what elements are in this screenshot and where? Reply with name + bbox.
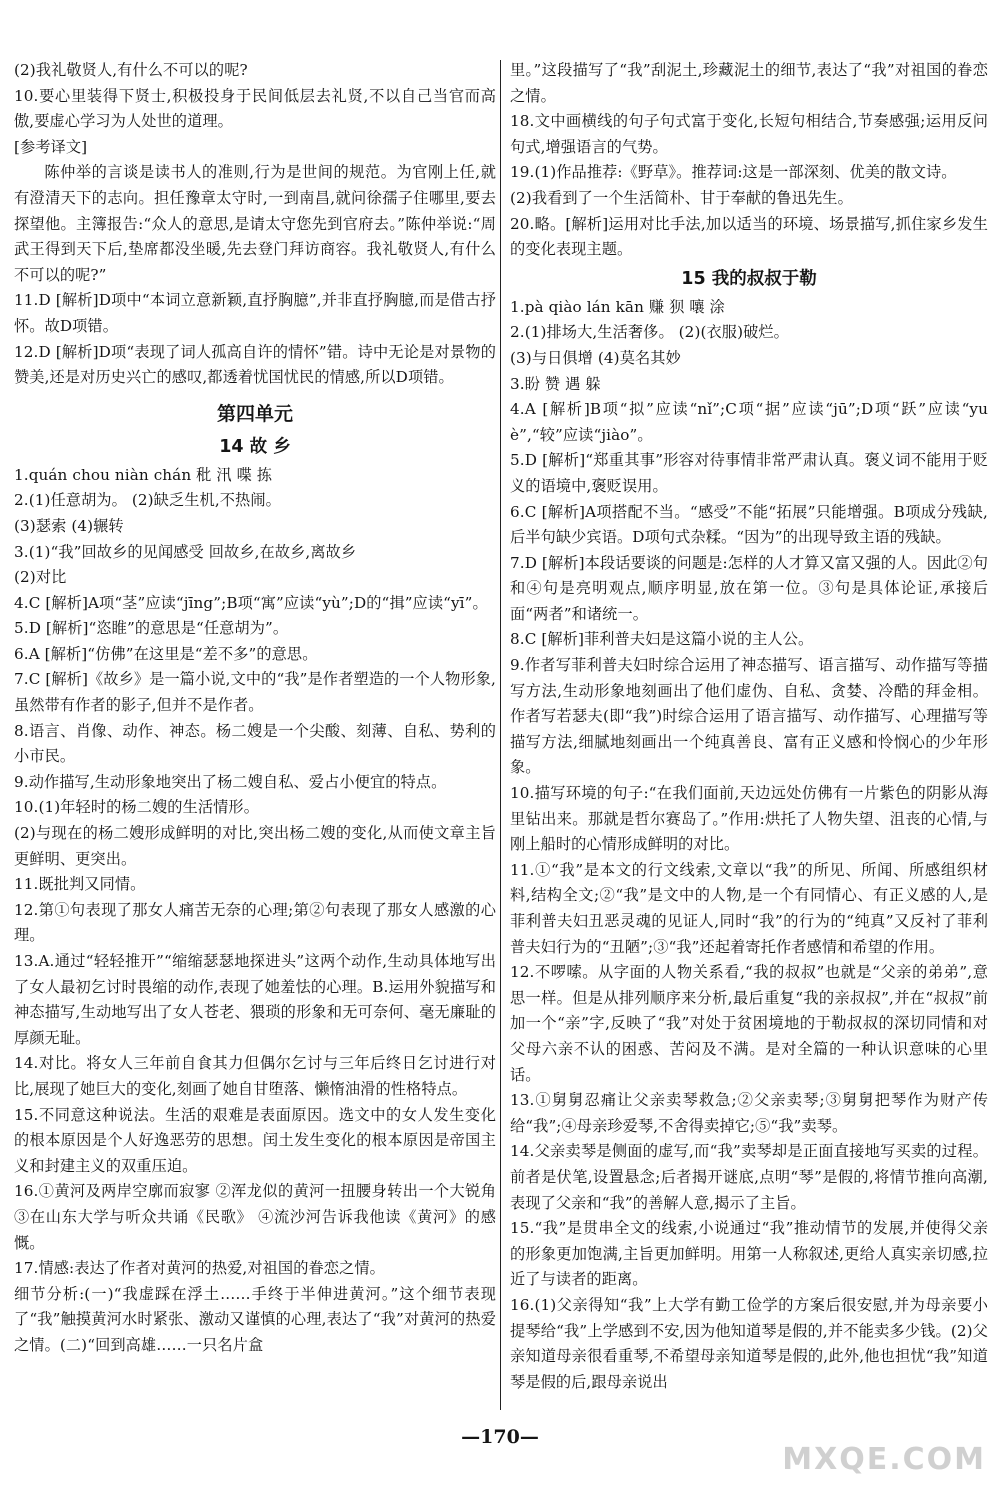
answer-paragraph: [参考译文] [14,137,88,156]
answer-paragraph: 10.(1)年轻时的杨二嫂的生活情形。 [14,798,260,817]
answer-paragraph: 14.父亲卖琴是侧面的虚写,而“我”卖琴却是正面直接地写买卖的过程。前者是伏笔,设置悬念;后者揭开谜底,点明“琴”是假的,将情节推向高潮,表现了父亲和“我”的善解人意,揭示了主旨。 [510,1142,988,1212]
answer-paragraph: 9.作者写菲利普夫妇时综合运用了神态描写、语言描写、动作描写等描写方法,生动形象地刻画出了他们虚伪、自私、贪婪、冷酷的拜金相。作者写若瑟夫(即“我”)时综合运用了语言描写、动作描写、心理描写等描写方法,细腻地刻画出一个纯真善良、富有正义感和怜悯心的少年形象。 [510,656,988,777]
answer-paragraph: 8.C [解析]菲利普夫妇是这篇小说的主人公。 [510,630,814,649]
answer-paragraph: 15.不同意这种说法。生活的艰难是表面原因。选文中的女人发生变化的根本原因是个人好逸恶劳的思想。闰土发生变化的根本原因是帝国主义和封建主义的双重压迫。 [14,1105,496,1175]
watermark-logo: MXQE.COM [782,1442,986,1477]
answer-paragraph: 细节分析:(一)“我虚踩在浮土……手终于半伸进黄河。”这个细节表现了“我”触摸黄河水时紧张、激动又谨慎的心理,表达了“我”对黄河的热爱之情。(二)“回到高雄……一只名片盒 [14,1284,496,1354]
answer-paragraph: 11.既批判又同情。 [14,875,146,894]
answer-paragraph: 12.不啰嗦。从字面的人物关系看,“我的叔叔”也就是“父亲的弟弟”,意思一样。但是从排列顺序来分析,最后重复“我的亲叔叔”,并在“叔叔”前加一个“亲”字,反映了“我”对处于贫困境地的于勒叔叔的深切同情和对父母六亲不认的困惑、苦闷及不满。是对全篇的一种认识意味的心里话。 [510,963,988,1084]
answer-paragraph: 6.A [解析]“仿佛”在这里是“差不多”的意思。 [14,644,318,663]
section-heading: 第四单元 [216,402,293,425]
answer-paragraph: 12.D [解析]D项“表现了词人孤高自许的情怀”错。诗中无论是对景物的赞美,还是对历史兴亡的感叹,都透着忧国忧民的情感,所以D项错。 [14,342,496,387]
answer-paragraph: 10.要心里装得下贤士,积极投身于民间低层去礼贤,不以自己当官而高傲,要虚心学习为人处世的道理。 [14,86,496,131]
answer-paragraph: 13.A.通过“轻轻推开”“缩缩瑟瑟地探进头”这两个动作,生动具体地写出了女人最初乞讨时畏缩的动作,表现了她羞怯的心理。B.运用外貌描写和神态描写,生动地写出了女人苍老、猥琐的形象和无可奈何、毫无廉耻的厚颜无耻。 [14,952,496,1047]
answer-paragraph: (3)与日俱增 (4)莫名其妙 [510,348,681,367]
answer-paragraph: 11.D [解析]D项中“本词立意新颖,直抒胸臆”,并非直抒胸臆,而是借古抒怀。故D项错。 [14,291,496,335]
answer-paragraph: 7.D [解析]本段话要谈的问题是:怎样的人才算又富又强的人。因此②句和④句是亮明观点,顺序明显,放在第一位。③句是具体论证,承接后面“两者”和诸统一。 [510,553,988,623]
section-heading: 14 故 乡 [219,436,291,457]
answer-paragraph: 5.D [解析]“郑重其事”形容对待事情非常严肃认真。褒义词不能用于贬义的语境中,褒贬误用。 [510,451,988,495]
answer-paragraph: 13.①舅舅忍痛让父亲卖琴救急;②父亲卖琴;③舅舅把琴作为财产传给“我”;④母亲珍爱琴,不舍得卖掉它;⑤“我”卖琴。 [510,1091,988,1135]
answer-paragraph: 7.C [解析]《故乡》是一篇小说,文中的“我”是作者塑造的一个人物形象,虽然带有作者的影子,但并不是作者。 [14,670,496,715]
answer-paragraph: 10.描写环境的句子:“在我们面前,天边远处仿佛有一片紫色的阴影从海里钻出来。那就是哲尔赛岛了。”作用:烘托了人物失望、沮丧的心情,与刚上船时的心情形成鲜明的对比。 [510,784,988,854]
right-column [510,58,988,1395]
answer-paragraph: 14.对比。将女人三年前自食其力但偶尔乞讨与三年后终日乞讨进行对比,展现了她巨大的变化,刻画了她自甘堕落、懒惰油滑的性格特点。 [14,1054,496,1098]
answer-paragraph: (2)我看到了一个生活简朴、甘于奉献的鲁迅先生。 [510,188,853,207]
answer-paragraph: 16.(1)父亲得知“我”上大学有勤工俭学的方案后很安慰,并为母亲要小提琴给“我”上学感到不安,因为他知道琴是假的,并不能卖多少钱。(2)父亲知道母亲很看重琴,不希望母亲知道琴是假的,此外,他也担忧“我”知道琴是假的后,跟母亲说出 [510,1295,988,1391]
answer-paragraph: 6.C [解析]A项搭配不当。“感受”不能“拓展”只能增强。B项成分残缺,后半句缺少宾语。D项句式杂糅。“因为”的出现导致主语的残缺。 [510,502,988,547]
answer-paragraph: 19.(1)作品推荐:《野草》。推荐词:这是一部深刻、优美的散文诗。 [510,163,957,182]
answer-paragraph: 16.①黄河及两岸空廓而寂寥 ②浑龙似的黄河一扭腰身转出一个大锐角 ③在山东大学与听众共诵《民歌》 ④流沙河告诉我他读《黄河》的感慨。 [14,1182,496,1252]
answer-paragraph: 8.语言、肖像、动作、神态。杨二嫂是一个尖酸、刻薄、自私、势利的小市民。 [14,721,496,766]
answer-paragraph: 1.pà qiào lán kān 赚 狈 嚷 涂 [510,297,725,316]
answer-paragraph: 12.第①句表现了那女人痛苦无奈的心理;第②句表现了那女人感激的心理。 [14,900,496,945]
answer-paragraph: 里。”这段描写了“我”刮泥土,珍藏泥土的细节,表达了“我”对祖国的眷恋之情。 [510,61,988,105]
answer-paragraph: 3.(1)“我”回故乡的见闻感受 回故乡,在故乡,离故乡 [14,542,357,561]
answer-paragraph: 17.情感:表达了作者对黄河的热爱,对祖国的眷恋之情。 [14,1259,385,1278]
answer-paragraph: (2)对比 [14,568,67,587]
answer-paragraph: (2)我礼敬贤人,有什么不可以的呢? [14,61,248,79]
answer-paragraph: 5.D [解析]“恣睢”的意思是“任意胡为”。 [14,619,289,638]
answer-paragraph: 18.文中画横线的句子句式富于变化,长短句相结合,节奏感强;运用反问句式,增强语言的气势。 [510,112,988,156]
answer-paragraph: 11.①“我”是本文的行文线索,文章以“我”的所见、所闻、所感组织材料,结构全文;②“我”是文中的人物,是一个有同情心、有正义感的人,是菲利普夫妇丑恶灵魂的见证人,同时“我”的行为的“纯真”又反衬了菲利普夫妇行为的“丑陋”;③“我”还起着寄托作者感情和希望的作用。 [510,860,988,956]
answer-paragraph: (3)瑟索 (4)辗转 [14,516,124,535]
answer-paragraph: 2.(1)排场大,生活奢侈。 (2)(衣服)破烂。 [510,323,789,342]
answer-paragraph: 20.略。[解析]运用对比手法,加以适当的环境、场景描写,抓住家乡发生的变化表现主题。 [510,214,988,259]
answer-paragraph: 15.“我”是贯串全文的线索,小说通过“我”推动情节的发展,并使得父亲的形象更加饱满,主旨更加鲜明。用第一人称叙述,更给人真实亲切感,拉近了与读者的距离。 [510,1219,988,1289]
answer-paragraph: 4.C [解析]A项“茎”应读“jīng”;B项“寓”应读“yù”;D的“揖”应读“yī”。 [14,593,488,612]
column-divider [500,60,501,1410]
answer-paragraph: (2)与现在的杨二嫂形成鲜明的对比,突出杨二嫂的变化,从而使文章主旨更鲜明、更突出。 [14,824,496,868]
answer-paragraph: 2.(1)任意胡为。 (2)缺乏生机,不热闹。 [14,491,281,510]
answer-paragraph: 9.动作描写,生动形象地突出了杨二嫂自私、爱占小便宜的特点。 [14,772,447,791]
answer-paragraph: 陈仲举的言谈是读书人的准则,行为是世间的规范。为官刚上任,就有澄清天下的志向。担任豫章太守时,一到南昌,就问徐孺子住哪里,要去探望他。主簿报告:“众人的意思,是请太守您先到官府去。”陈仲举说:“周武王得到天下后,垫席都没坐暖,先去登门拜访商容。我礼敬贤人,有什么不可以的呢?” [14,163,496,284]
section-heading: 15 我的叔叔于勒 [681,268,817,289]
left-column [14,58,496,1359]
answer-paragraph: 1.quán chou niàn chán 秕 汛 喋 拣 [14,465,273,484]
answer-paragraph: 3.盼 赞 遇 躲 [510,374,601,393]
page-number: —170— [461,1426,539,1448]
answer-paragraph: 4.A [解析]B项“拟”应读“nǐ”;C项“据”应读“jū”;D项“跃”应读“yuè”,“较”应读“jiào”。 [510,400,988,444]
